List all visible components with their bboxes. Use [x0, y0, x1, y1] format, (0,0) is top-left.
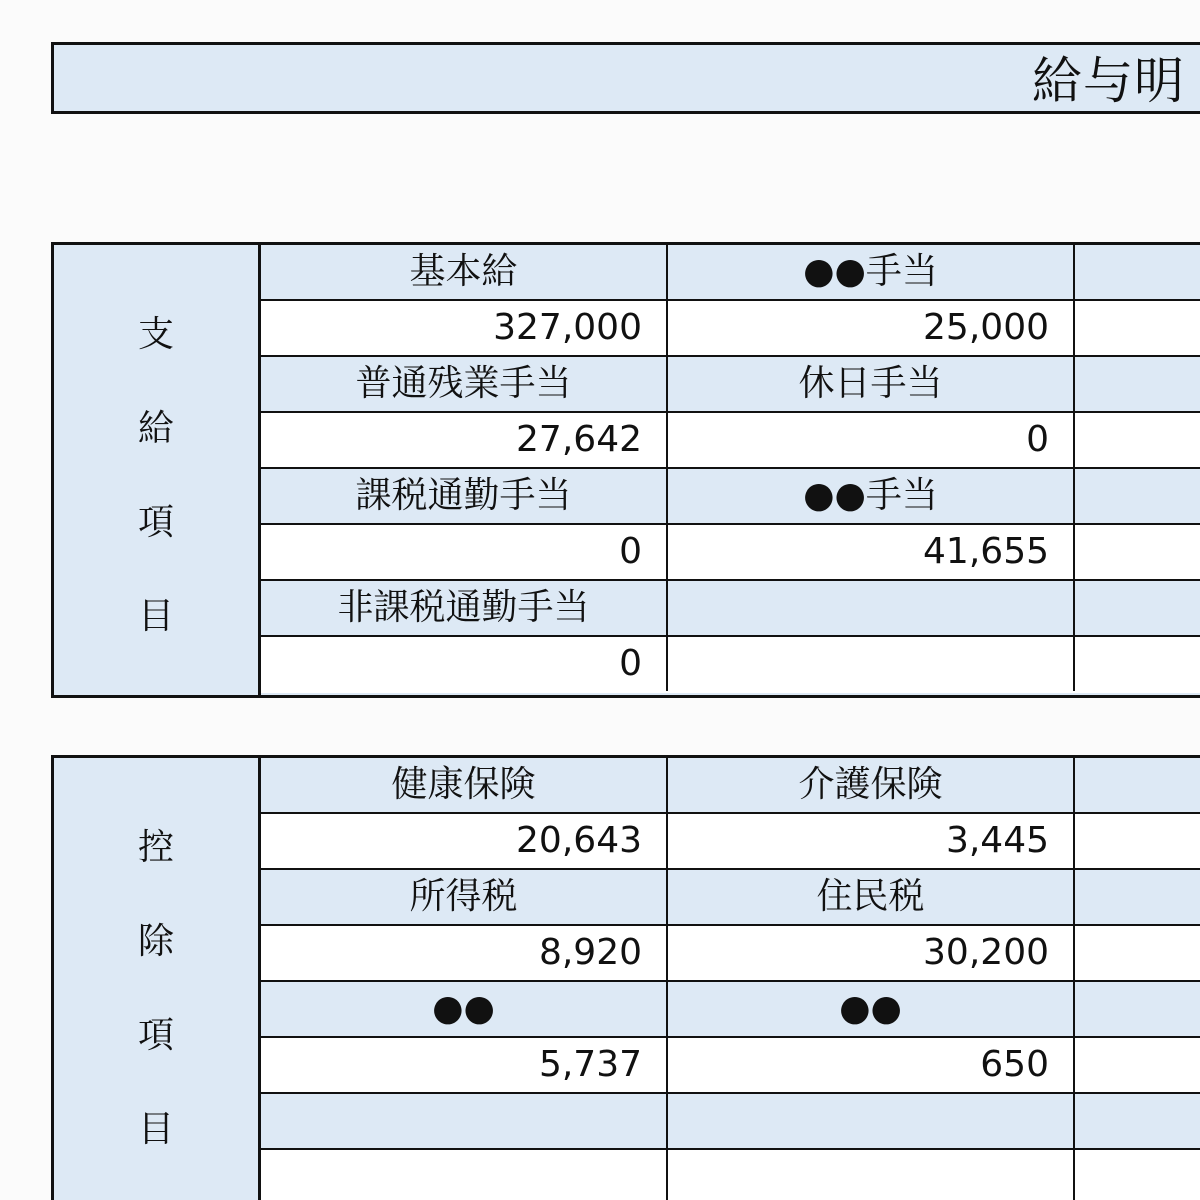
payment-header-row	[261, 245, 1200, 301]
payment-header-row	[261, 581, 1200, 637]
deduction-item-label	[668, 1094, 1075, 1148]
deduction-side-char: 控	[137, 827, 174, 868]
payment-item-label	[1075, 469, 1200, 523]
deduction-item-amount[interactable]	[1075, 1038, 1200, 1092]
deduction-items-grid	[258, 758, 1200, 1200]
payment-item-amount[interactable]: 27,642	[261, 413, 668, 467]
payment-item-label: 非課税通勤手当	[261, 581, 668, 635]
deduction-item-amount[interactable]: 8,920	[261, 926, 668, 980]
payment-item-amount[interactable]: 41,655	[668, 525, 1075, 579]
deduction-item-label: 住民税	[668, 870, 1075, 924]
deduction-item-amount[interactable]	[1075, 926, 1200, 980]
payment-value-row	[261, 413, 1200, 469]
deduction-item-label: 健康保険	[261, 758, 668, 812]
payment-side-char: 支	[137, 314, 174, 355]
deduction-item-label	[1075, 758, 1200, 812]
payment-item-amount[interactable]	[1075, 525, 1200, 579]
payment-item-label	[1075, 581, 1200, 635]
title-bar	[51, 42, 1200, 114]
payment-item-label: ●●手当	[668, 469, 1075, 523]
payment-side-char: 項	[137, 502, 174, 543]
payment-item-label: ●●手当	[668, 245, 1075, 299]
deduction-items-section	[51, 755, 1200, 1200]
payment-item-amount[interactable]	[1075, 413, 1200, 467]
payment-item-amount[interactable]	[668, 637, 1075, 691]
payment-items-section	[51, 242, 1200, 698]
payment-item-amount[interactable]: 0	[261, 637, 668, 691]
payment-item-amount[interactable]	[1075, 637, 1200, 691]
deduction-value-row	[261, 1150, 1200, 1200]
payment-item-label: 休日手当	[668, 357, 1075, 411]
deduction-item-amount[interactable]	[668, 1150, 1075, 1200]
payment-item-amount[interactable]	[1075, 301, 1200, 355]
deduction-item-amount[interactable]	[261, 1150, 668, 1200]
payment-item-amount[interactable]: 0	[261, 525, 668, 579]
payment-header-row	[261, 357, 1200, 413]
payment-item-label: 基本給	[261, 245, 668, 299]
deduction-item-label	[1075, 870, 1200, 924]
payment-item-amount[interactable]: 25,000	[668, 301, 1075, 355]
payment-header-row	[261, 469, 1200, 525]
payment-side-char: 給	[137, 408, 174, 449]
payment-item-label: 課税通勤手当	[261, 469, 668, 523]
deduction-header-row	[261, 758, 1200, 814]
deduction-item-amount[interactable]	[1075, 1150, 1200, 1200]
payment-item-label	[1075, 357, 1200, 411]
deduction-item-amount[interactable]: 5,737	[261, 1038, 668, 1092]
deduction-item-label	[261, 1094, 668, 1148]
payment-value-row	[261, 637, 1200, 693]
deduction-header-row	[261, 870, 1200, 926]
deduction-item-amount[interactable]: 20,643	[261, 814, 668, 868]
deduction-header-row	[261, 982, 1200, 1038]
deduction-item-amount[interactable]	[1075, 814, 1200, 868]
deduction-side-char: 目	[137, 1109, 174, 1150]
payment-item-amount[interactable]: 0	[668, 413, 1075, 467]
payment-side-char: 目	[137, 596, 174, 637]
deduction-item-label: ●●	[668, 982, 1075, 1036]
payment-item-amount[interactable]: 327,000	[261, 301, 668, 355]
deduction-item-amount[interactable]: 30,200	[668, 926, 1075, 980]
payment-item-label: 普通残業手当	[261, 357, 668, 411]
deduction-side-char: 項	[137, 1015, 174, 1056]
deduction-item-amount[interactable]: 650	[668, 1038, 1075, 1092]
deduction-item-label: ●●	[261, 982, 668, 1036]
deduction-item-label	[1075, 1094, 1200, 1148]
payment-item-label	[1075, 245, 1200, 299]
document-title: 給与明	[1032, 52, 1185, 110]
payment-items-grid	[258, 245, 1200, 695]
deduction-header-row	[261, 1094, 1200, 1150]
payment-items-side-label	[54, 245, 258, 695]
deduction-value-row	[261, 926, 1200, 982]
payment-item-label	[668, 581, 1075, 635]
deduction-value-row	[261, 1038, 1200, 1094]
deduction-item-label: 所得税	[261, 870, 668, 924]
payment-value-row	[261, 301, 1200, 357]
deduction-item-amount[interactable]: 3,445	[668, 814, 1075, 868]
deduction-items-side-label	[54, 758, 258, 1200]
deduction-value-row	[261, 814, 1200, 870]
payment-value-row	[261, 525, 1200, 581]
deduction-item-label	[1075, 982, 1200, 1036]
deduction-item-label: 介護保険	[668, 758, 1075, 812]
deduction-side-char: 除	[137, 921, 174, 962]
